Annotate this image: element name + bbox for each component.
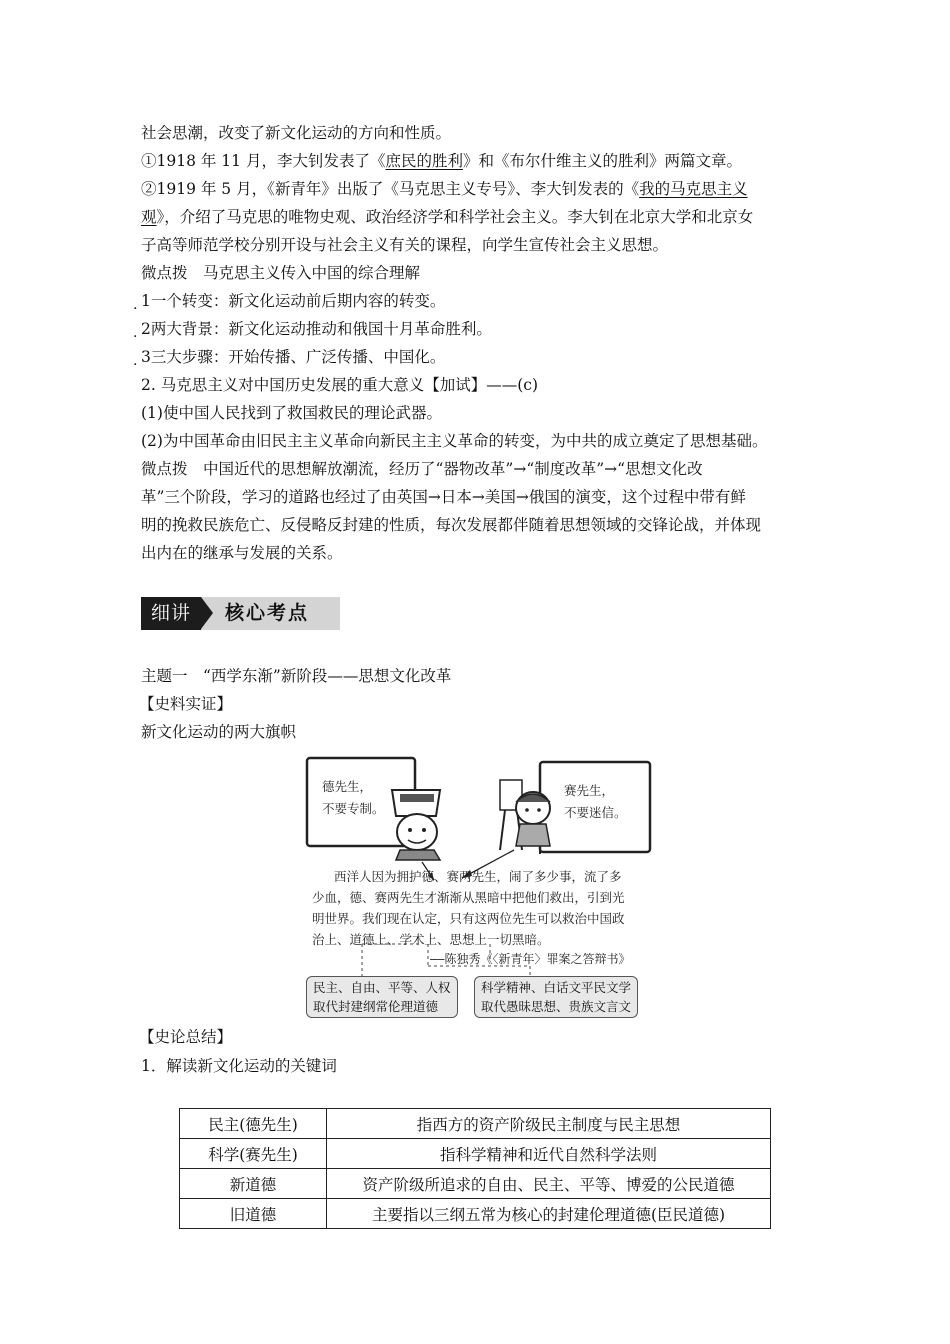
text-line: (1)使中国人民找到了救国救民的理论武器。 <box>141 404 442 422</box>
banner-arrow-icon <box>201 597 213 629</box>
text-line: 子高等师范学校分别开设与社会主义有关的课程，向学生宣传社会主义思想。 <box>141 236 669 254</box>
table-cell-meaning: 指科学精神和近代自然科学法则 <box>327 1139 771 1169</box>
quote-line: 治上、道德上、学术上、思想上一切黑暗。 <box>312 932 550 947</box>
text-line: (2)为中国革命由旧民主主义革命向新民主主义革命的转变，为中共的成立奠定了思想基础。 <box>141 432 768 450</box>
text-line: 3三大步骤：开始传播、广泛传播、中国化。 <box>141 348 446 366</box>
text-line <box>141 151 742 171</box>
table-row <box>180 1139 771 1169</box>
item-heading: 1．解读新文化运动的关键词 <box>141 1057 337 1075</box>
box-line: 取代封建纲常伦理道德 <box>313 999 439 1014</box>
banner-label: 细讲 <box>141 597 201 630</box>
science-box <box>474 976 638 1018</box>
bullet-dot: . <box>133 297 138 313</box>
summary-heading: 【史论总结】 <box>139 1028 233 1046</box>
text-line <box>141 179 748 199</box>
text-line: 革”三个阶段，学习的道路也经过了由英国→日本→美国→俄国的演变，这个过程中带有鲜 <box>141 488 746 506</box>
table-cell-meaning: 指西方的资产阶级民主制度与民主思想 <box>327 1109 771 1139</box>
speech-right <box>564 780 627 824</box>
quote-source: ——陈独秀《〈新青年〉罪案之答辩书》 <box>430 952 631 966</box>
keyword-table <box>179 1108 771 1229</box>
bullet-dot: . <box>133 325 138 341</box>
underlined-title: 我的马克思主义 <box>639 180 748 198</box>
text-span: ②1919 年 5 月，《新青年》出版了《马克思主义专号》、李大钊发表的《 <box>141 180 640 198</box>
text-span: 》，介绍了马克思的唯物史观、政治经济学和科学社会主义。李大钊在北京大学和北京女 <box>156 208 754 226</box>
section-banner <box>141 597 340 630</box>
table-cell-term: 新道德 <box>180 1169 327 1199</box>
text-span: ①1918 年 11 月，李大钊发表了《 <box>141 152 386 170</box>
bullet-dot: . <box>133 353 138 369</box>
underlined-title: 观 <box>141 208 157 226</box>
table-row <box>180 1199 771 1229</box>
underlined-title: 庶民的胜利 <box>385 152 463 170</box>
table-cell-meaning: 资产阶级所追求的自由、民主、平等、博爱的公民道德 <box>327 1169 771 1199</box>
text-span: 》和《布尔什维主义的胜利》两篇文章。 <box>462 152 742 170</box>
quote-line: 西洋人因为拥护德、赛两先生，闹了多少事，流了多 <box>334 869 622 884</box>
text-line: 1一个转变：新文化运动前后期内容的转变。 <box>141 292 446 310</box>
theme-heading: 主题一 “西学东渐”新阶段——思想文化改革 <box>141 667 452 685</box>
text-line: 2两大背景：新文化运动推动和俄国十月革命胜利。 <box>141 320 492 338</box>
text-line: 社会思潮，改变了新文化运动的方向和性质。 <box>141 124 452 142</box>
democracy-box <box>306 976 458 1018</box>
banner-title: 核心考点 <box>225 602 310 624</box>
evidence-heading: 【史料实证】 <box>139 695 233 713</box>
cartoon-illustration <box>300 750 660 1020</box>
box-line: 科学精神、白话文平民文学 <box>481 980 632 995</box>
table-cell-term: 民主(德先生) <box>180 1109 327 1139</box>
table-row <box>180 1109 771 1139</box>
text-line: 出内在的继承与发展的关系。 <box>141 544 343 562</box>
text-line: 2. 马克思主义对中国历史发展的重大意义【加试】——(c) <box>141 376 538 394</box>
illustration-caption: 新文化运动的两大旗帜 <box>141 723 297 741</box>
table-cell-term: 科学(赛先生) <box>180 1139 327 1169</box>
table-cell-term: 旧道德 <box>180 1199 327 1229</box>
tip-heading: 微点拨 中国近代的思想解放潮流，经历了“器物改革”→“制度改革”→“思想文化改 <box>141 460 703 478</box>
speech-line: 赛先生， <box>564 783 615 798</box>
quote-line: 少血，德、赛两先生才渐渐从黑暗中把他们救出，引到光 <box>312 890 625 905</box>
box-line: 民主、自由、平等、人权 <box>313 980 451 995</box>
table-cell-meaning: 主要指以三纲五常为核心的封建伦理道德(臣民道德) <box>327 1199 771 1229</box>
speech-line: 不要迷信。 <box>564 805 627 820</box>
speech-line: 德先生， <box>322 779 373 794</box>
text-line <box>141 207 753 227</box>
box-line: 取代愚昧思想、贵族文言文 <box>481 999 632 1014</box>
speech-line: 不要专制。 <box>322 801 385 816</box>
tip-heading: 微点拨 马克思主义传入中国的综合理解 <box>141 264 421 282</box>
speech-left <box>322 776 385 820</box>
text-line: 明的挽救民族危亡、反侵略反封建的性质，每次发展都伴随着思想领域的交锋论战，并体现 <box>141 516 762 534</box>
table-row <box>180 1169 771 1199</box>
quote-line: 明世界。我们现在认定，只有这两位先生可以救治中国政 <box>312 911 625 926</box>
